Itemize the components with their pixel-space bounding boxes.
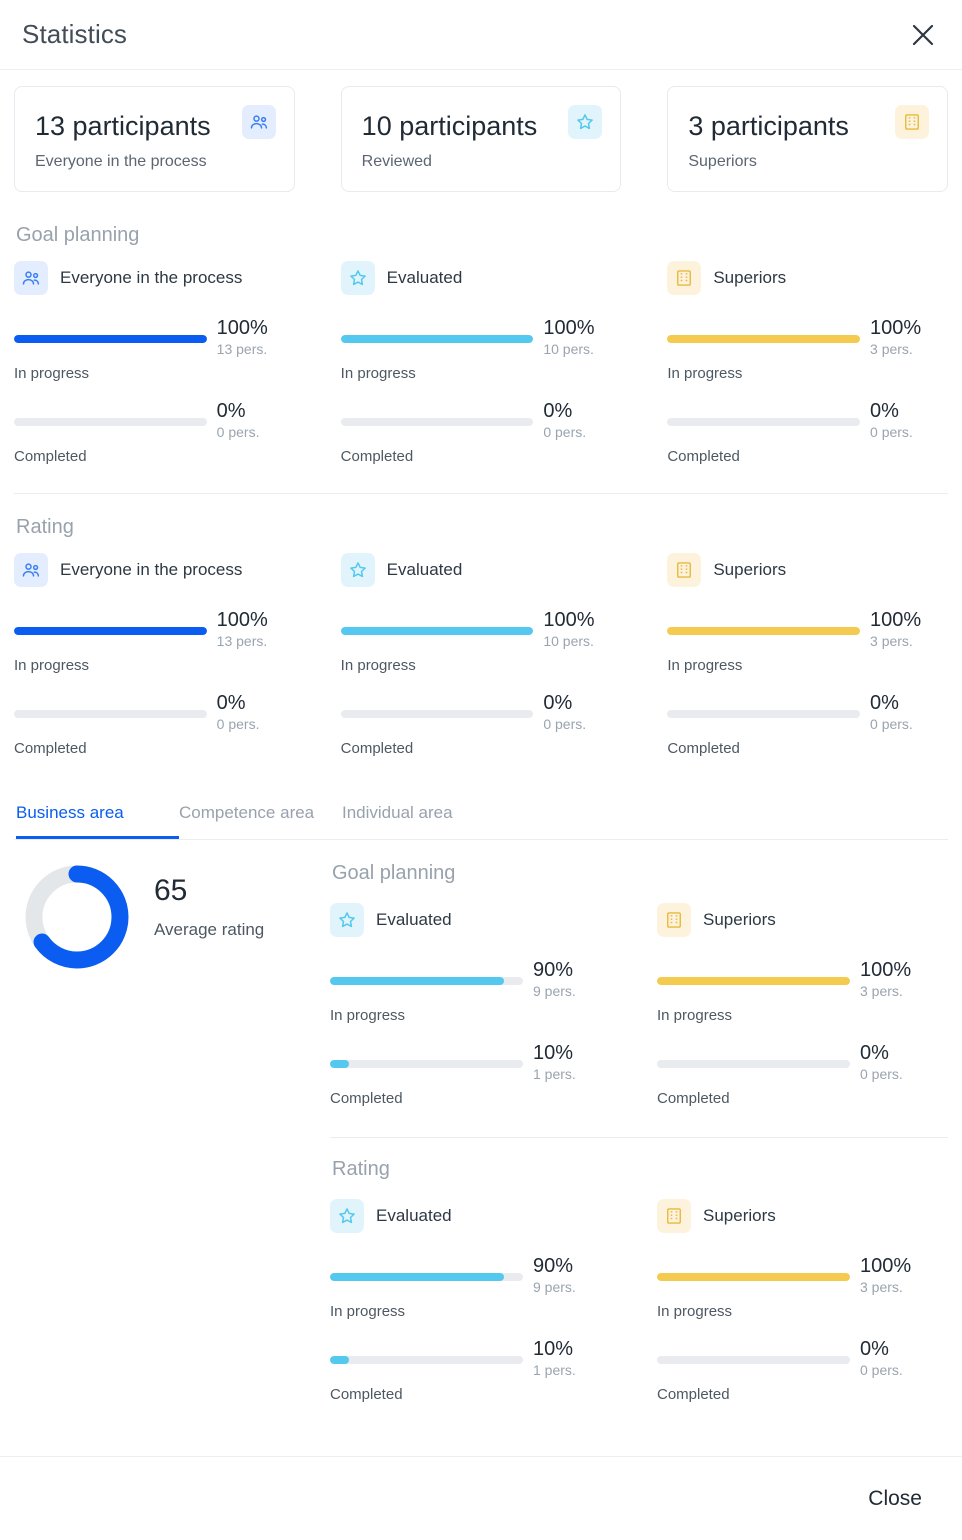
- progress-caption: Completed: [657, 1090, 730, 1107]
- progress-persons: 0 pers.: [543, 716, 587, 732]
- participant-card: [341, 86, 622, 192]
- progress-row: [667, 402, 948, 465]
- card-subtitle: Reviewed: [361, 153, 432, 170]
- divider: [330, 1137, 948, 1138]
- progress-caption: In progress: [330, 1303, 406, 1320]
- group-icon: [14, 553, 48, 587]
- progress-percent: 100%: [216, 609, 268, 631]
- progress-percent: 0%: [870, 400, 899, 422]
- section-title: Rating: [16, 516, 74, 538]
- progress-row: [14, 319, 295, 382]
- progress-persons: 13 pers.: [216, 341, 268, 357]
- group-label: Superiors: [713, 268, 787, 287]
- progress-track: [341, 627, 534, 635]
- progress-persons: 10 pers.: [543, 633, 594, 649]
- progress-percent: 10%: [533, 1338, 574, 1360]
- progress-row: [657, 961, 938, 1024]
- stat-group: [14, 261, 295, 485]
- progress-row: [657, 1340, 938, 1403]
- progress-persons: 0 pers.: [543, 424, 587, 440]
- progress-caption: In progress: [340, 657, 416, 674]
- progress-percent: 100%: [870, 317, 922, 339]
- progress-caption: In progress: [330, 1007, 406, 1024]
- group-label: Evaluated: [386, 560, 463, 579]
- progress-persons: 0 pers.: [870, 716, 913, 732]
- progress-row: [667, 694, 948, 757]
- star-icon: [568, 105, 602, 139]
- progress-track: [667, 418, 860, 426]
- group-label: Superiors: [703, 910, 776, 929]
- building-icon: [895, 105, 929, 139]
- stat-group: [657, 903, 938, 1127]
- progress-caption: Completed: [14, 740, 87, 757]
- progress-persons: 0 pers.: [860, 1362, 903, 1378]
- group-label: Superiors: [703, 1206, 776, 1225]
- progress-row: [330, 961, 611, 1024]
- progress-caption: Completed: [340, 448, 414, 465]
- progress-persons: 13 pers.: [216, 633, 268, 649]
- progress-caption: In progress: [657, 1303, 733, 1320]
- star-icon: [330, 903, 364, 937]
- progress-caption: In progress: [340, 365, 416, 382]
- progress-caption: In progress: [657, 1007, 733, 1024]
- progress-caption: Completed: [330, 1090, 403, 1107]
- dialog-body: [0, 70, 962, 1456]
- progress-row: [667, 319, 948, 382]
- dialog-footer: [0, 1456, 962, 1540]
- progress-persons: 0 pers.: [870, 424, 913, 440]
- tab-competence-area[interactable]: Competence area: [179, 803, 315, 822]
- detail-sections: [330, 862, 948, 1423]
- area-tabs: [14, 777, 948, 840]
- progress-persons: 3 pers.: [860, 1279, 903, 1295]
- progress-track: [657, 1356, 850, 1364]
- progress-track: [14, 418, 207, 426]
- card-subtitle: Superiors: [688, 153, 757, 170]
- progress-persons: 0 pers.: [216, 424, 260, 440]
- progress-track: [14, 335, 207, 343]
- progress-persons: 3 pers.: [870, 633, 913, 649]
- progress-percent: 100%: [543, 609, 595, 631]
- progress-row: [657, 1044, 938, 1107]
- progress-track: [14, 627, 207, 635]
- progress-percent: 0%: [216, 692, 246, 714]
- progress-track: [657, 1060, 850, 1068]
- detail-pane: [14, 840, 948, 1423]
- progress-row: [341, 319, 622, 382]
- progress-row: [341, 694, 622, 757]
- progress-row: [667, 611, 948, 674]
- progress-percent: 100%: [870, 609, 922, 631]
- star-icon: [330, 1199, 364, 1233]
- group-label: Superiors: [713, 560, 787, 579]
- group-label: Evaluated: [376, 910, 452, 929]
- card-count: 10 participants: [361, 111, 538, 141]
- progress-track: [14, 710, 207, 718]
- stat-group: [657, 1199, 938, 1423]
- dialog-header: [0, 0, 962, 70]
- progress-caption: Completed: [667, 448, 740, 465]
- progress-percent: 0%: [216, 400, 246, 422]
- average-rating-donut: [22, 862, 132, 972]
- participant-card: [14, 86, 295, 192]
- progress-persons: 9 pers.: [533, 1279, 576, 1295]
- close-icon[interactable]: [906, 18, 940, 52]
- progress-percent: 100%: [543, 317, 595, 339]
- progress-track: [667, 335, 860, 343]
- card-count: 13 participants: [35, 111, 211, 141]
- progress-persons: 1 pers.: [533, 1066, 576, 1082]
- progress-percent: 0%: [543, 692, 573, 714]
- average-rating-value: 65: [154, 874, 188, 907]
- card-subtitle: Everyone in the process: [35, 153, 207, 170]
- building-icon: [657, 903, 691, 937]
- stat-group: [330, 1199, 611, 1423]
- progress-caption: In progress: [667, 365, 743, 382]
- progress-track: [341, 710, 534, 718]
- progress-track: [330, 1060, 523, 1068]
- group-icon: [14, 261, 48, 295]
- progress-caption: Completed: [340, 740, 414, 757]
- progress-persons: 3 pers.: [860, 983, 903, 999]
- progress-caption: Completed: [14, 448, 87, 465]
- stat-group: [667, 261, 948, 485]
- building-icon: [657, 1199, 691, 1233]
- progress-persons: 0 pers.: [860, 1066, 903, 1082]
- progress-percent: 0%: [870, 692, 899, 714]
- star-icon: [341, 261, 375, 295]
- progress-row: [341, 611, 622, 674]
- progress-row: [330, 1044, 611, 1107]
- progress-row: [657, 1257, 938, 1320]
- progress-caption: Completed: [657, 1386, 730, 1403]
- progress-caption: In progress: [14, 657, 90, 674]
- progress-percent: 10%: [533, 1042, 574, 1064]
- participant-card: [667, 86, 948, 192]
- progress-track: [667, 627, 860, 635]
- progress-row: [330, 1257, 611, 1320]
- progress-row: [14, 611, 295, 674]
- progress-percent: 100%: [216, 317, 268, 339]
- progress-percent: 100%: [860, 959, 912, 981]
- progress-row: [341, 402, 622, 465]
- average-rating-block: [14, 862, 330, 1423]
- progress-track: [667, 710, 860, 718]
- progress-track: [657, 1273, 850, 1281]
- progress-persons: 9 pers.: [533, 983, 576, 999]
- progress-percent: 0%: [860, 1042, 889, 1064]
- section-title: Goal planning: [332, 862, 456, 884]
- group-label: Everyone in the process: [60, 268, 243, 287]
- progress-persons: 0 pers.: [216, 716, 260, 732]
- progress-percent: 100%: [860, 1255, 912, 1277]
- star-icon: [341, 553, 375, 587]
- page-title: Statistics: [22, 19, 128, 49]
- group-label: Evaluated: [376, 1206, 452, 1225]
- progress-track: [330, 977, 523, 985]
- stat-group: [341, 261, 622, 485]
- section-title: Goal planning: [16, 224, 140, 246]
- tab-individual-area[interactable]: Individual area: [342, 803, 453, 822]
- progress-track: [341, 418, 534, 426]
- detail-section-rating: [330, 1158, 948, 1423]
- detail-section-goal-planning: [330, 862, 948, 1127]
- section-title: Rating: [332, 1158, 390, 1180]
- card-count: 3 participants: [688, 111, 849, 141]
- progress-percent: 0%: [543, 400, 573, 422]
- building-icon: [667, 261, 701, 295]
- average-rating-label: Average rating: [154, 920, 265, 939]
- participant-cards: [14, 70, 948, 202]
- progress-track: [341, 335, 534, 343]
- progress-percent: 90%: [533, 959, 574, 981]
- progress-track: [657, 977, 850, 985]
- group-icon: [242, 105, 276, 139]
- building-icon: [667, 553, 701, 587]
- stat-group: [14, 553, 295, 777]
- stat-group: [667, 553, 948, 777]
- close-button[interactable]: Close: [862, 1479, 928, 1519]
- section-rating: [14, 494, 948, 777]
- progress-row: [330, 1340, 611, 1403]
- progress-track: [330, 1356, 523, 1364]
- progress-track: [330, 1273, 523, 1281]
- progress-persons: 10 pers.: [543, 341, 594, 357]
- stat-group: [341, 553, 622, 777]
- progress-row: [14, 694, 295, 757]
- progress-percent: 0%: [860, 1338, 889, 1360]
- group-label: Evaluated: [386, 268, 463, 287]
- progress-caption: Completed: [667, 740, 740, 757]
- progress-persons: 3 pers.: [870, 341, 913, 357]
- progress-caption: In progress: [667, 657, 743, 674]
- progress-percent: 90%: [533, 1255, 574, 1277]
- section-goal-planning: [14, 202, 948, 485]
- tab-business-area[interactable]: Business area: [16, 799, 179, 839]
- progress-caption: Completed: [330, 1386, 403, 1403]
- progress-row: [14, 402, 295, 465]
- progress-caption: In progress: [14, 365, 90, 382]
- group-label: Everyone in the process: [60, 560, 243, 579]
- stat-group: [330, 903, 611, 1127]
- progress-persons: 1 pers.: [533, 1362, 576, 1378]
